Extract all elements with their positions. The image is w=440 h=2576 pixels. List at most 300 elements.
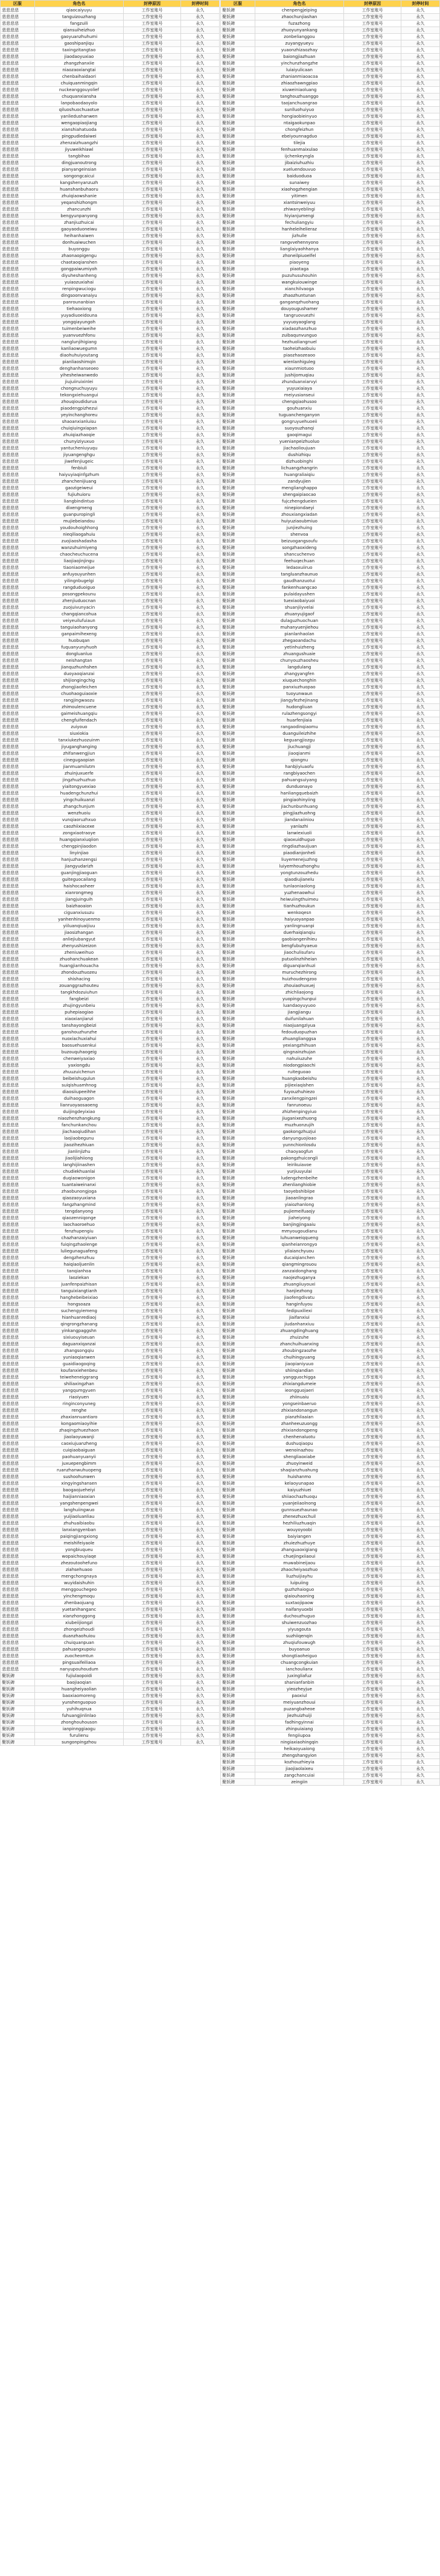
cell-role-name: qiaozenniqonge [34,1215,123,1222]
table-row [221,1016,440,1023]
table-row [221,531,440,538]
cell-ban-reason: 工作室账号 [124,1069,181,1076]
cell-ban-time: 永久 [180,903,219,910]
cell-server: 悲悲悲悲 [1,339,35,346]
cell-role-name: zhaonaopigengu [34,253,123,259]
cell-ban-reason: 工作室账号 [344,385,401,392]
cell-ban-time: 永久 [401,697,439,704]
table-row [1,910,220,916]
cell-ban-time: 永久 [180,505,219,512]
cell-server: 悲悲悲悲 [1,1016,35,1023]
cell-server: 聚妖碑 [221,1520,255,1527]
cell-ban-time: 永久 [401,1042,439,1049]
table-row [221,1328,440,1334]
cell-role-name: liaojiaojinjingu [34,558,123,565]
cell-ban-reason: 工作室账号 [124,352,181,359]
cell-ban-time: 永久 [180,1454,219,1461]
cell-server: 聚妖碑 [221,1547,255,1553]
cell-role-name: douyougushamer [255,306,343,312]
table-row [221,1096,440,1102]
cell-ban-time: 永久 [401,757,439,764]
cell-server: 悲悲悲悲 [1,273,35,279]
table-row [1,664,220,671]
cell-ban-reason: 工作室账号 [124,1049,181,1056]
cell-ban-time: 永久 [401,1447,439,1454]
cell-ban-reason: 工作室账号 [124,1467,181,1474]
cell-ban-time: 永久 [180,186,219,193]
cell-ban-time: 永久 [401,67,439,74]
cell-ban-time: 永久 [401,1666,439,1673]
cell-server: 悲悲悲悲 [1,1421,35,1427]
cell-ban-time: 永久 [180,1421,219,1427]
cell-ban-reason: 工作室账号 [124,312,181,319]
cell-ban-time: 永久 [180,1401,219,1407]
table-row [221,1215,440,1222]
cell-server: 聚妖碑 [221,1341,255,1348]
cell-server: 悲悲悲悲 [1,664,35,671]
table-row [1,1135,220,1142]
table-row [221,1733,440,1739]
table-row [221,1374,440,1381]
cell-server: 悲悲悲悲 [1,1149,35,1155]
cell-ban-reason: 工作室账号 [344,1195,401,1202]
cell-server: 悲悲悲悲 [1,160,35,167]
table-row [221,40,440,47]
cell-server: 聚妖碑 [221,1593,255,1600]
cell-server: 聚妖碑 [221,877,255,883]
cell-server: 聚妖碑 [221,624,255,631]
table-row [1,458,220,465]
cell-ban-reason: 工作室账号 [344,1334,401,1341]
cell-ban-reason: 工作室账号 [124,1673,181,1680]
cell-role-name: wenoinazhou [255,1447,343,1454]
table-row [221,200,440,206]
table-row [1,425,220,432]
table-row [1,950,220,956]
table-row [221,697,440,704]
cell-server: 聚妖碑 [221,863,255,870]
table-row [221,1633,440,1640]
table-row [221,651,440,658]
table-row [221,1003,440,1009]
cell-ban-time: 永久 [180,1434,219,1441]
table-row [221,1753,440,1759]
cell-ban-reason: 工作室账号 [344,47,401,54]
cell-ban-time: 永久 [401,1175,439,1182]
cell-server: 聚妖碑 [221,1739,255,1746]
cell-ban-reason: 工作室账号 [344,1607,401,1613]
table-row [221,160,440,167]
cell-role-name: zhinpuiaiang [255,1726,343,1733]
cell-ban-reason: 工作室账号 [344,1500,401,1507]
cell-ban-reason: 工作室账号 [124,233,181,240]
cell-ban-reason: 工作室账号 [344,770,401,777]
cell-ban-time: 永久 [180,1169,219,1175]
cell-ban-time: 永久 [401,1487,439,1494]
table-row [221,1626,440,1633]
cell-ban-time: 永久 [180,246,219,253]
cell-role-name: pianlanhaolan [255,631,343,638]
cell-ban-time: 永久 [180,193,219,200]
cell-ban-time: 永久 [180,896,219,903]
table-row [221,1759,440,1766]
cell-server: 悲悲悲悲 [1,1023,35,1029]
table-row [1,40,220,47]
cell-role-name: gaudhanzuotui [255,578,343,585]
cell-ban-time: 永久 [180,1175,219,1182]
cell-ban-time: 永久 [401,485,439,492]
cell-ban-time: 永久 [401,857,439,863]
table-row [221,943,440,950]
cell-ban-time: 永久 [401,1441,439,1447]
table-row [221,1334,440,1341]
cell-ban-reason: 工作室账号 [344,200,401,206]
table-row [1,631,220,638]
cell-ban-reason: 工作室账号 [344,1646,401,1653]
cell-role-name: zhondouzhuozeu [34,969,123,976]
cell-ban-time: 永久 [180,1467,219,1474]
cell-ban-time: 永久 [401,1023,439,1029]
table-row [1,658,220,664]
cell-ban-time: 永久 [401,930,439,936]
cell-server: 聚妖碑 [221,717,255,724]
cell-server: 聚妖碑 [221,1587,255,1593]
table-row [221,419,440,425]
cell-ban-time: 永久 [180,604,219,611]
cell-ban-time: 永久 [401,631,439,638]
header-ban-reason: 封停原因 [124,1,181,7]
cell-ban-time: 永久 [180,1036,219,1042]
cell-server: 聚妖碑 [221,1580,255,1587]
cell-ban-reason: 工作室账号 [344,1693,401,1699]
table-row [221,916,440,923]
cell-role-name: hanliangquebaizh [255,790,343,797]
cell-ban-time: 永久 [180,372,219,379]
table-row [1,167,220,173]
cell-server: 聚妖碑 [221,658,255,664]
cell-ban-reason: 工作室账号 [124,518,181,525]
cell-role-name: xiaunmiotuoo [255,366,343,372]
cell-role-name: duchouzhuguo [255,1613,343,1620]
cell-server: 悲悲悲悲 [1,936,35,943]
cell-ban-time: 永久 [401,1467,439,1474]
table-row [1,757,220,764]
cell-ban-time: 永久 [180,817,219,823]
cell-ban-reason: 工作室账号 [344,525,401,531]
cell-server: 聚妖碑 [1,1686,35,1693]
cell-server: 悲悲悲悲 [1,478,35,485]
table-row [221,1129,440,1135]
cell-role-name: ganganqzhuohang [255,299,343,306]
table-row [1,1461,220,1467]
cell-role-name: zhuhuaibiaobu [34,1520,123,1527]
cell-ban-time: 永久 [401,478,439,485]
cell-server: 聚妖碑 [221,996,255,1003]
cell-ban-time: 永久 [401,1115,439,1122]
cell-server: 聚妖碑 [221,1042,255,1049]
cell-ban-time: 永久 [180,1129,219,1135]
cell-ban-reason: 工作室账号 [344,764,401,770]
cell-server: 悲悲悲悲 [1,1042,35,1049]
cell-server: 聚妖碑 [221,1388,255,1394]
cell-ban-time: 永久 [180,624,219,631]
table-row [1,857,220,863]
cell-role-name: jiaosizhangan [34,930,123,936]
cell-server: 聚妖碑 [221,492,255,498]
table-row [1,240,220,246]
cell-role-name: lianruoyaosaoeng [34,1102,123,1109]
cell-ban-time: 永久 [401,366,439,372]
cell-server: 聚妖碑 [221,140,255,147]
cell-role-name: wienlanhiguleg [255,359,343,366]
cell-ban-time: 永久 [180,1600,219,1607]
cell-server: 悲悲悲悲 [1,658,35,664]
cell-ban-reason: 工作室账号 [344,757,401,764]
cell-role-name: zanxilengpingzei [255,1096,343,1102]
cell-ban-time: 永久 [401,1228,439,1235]
cell-ban-time: 永久 [180,598,219,604]
cell-ban-reason: 工作室账号 [124,664,181,671]
cell-ban-reason: 工作室账号 [124,1680,181,1686]
cell-server: 聚妖碑 [221,419,255,425]
cell-role-name: koufanxiehenbeu [34,1368,123,1374]
cell-role-name: sunlluohuiyuo [255,107,343,113]
cell-role-name: yiiluanqiuaijiuu [34,923,123,930]
table-row [1,465,220,472]
cell-role-name: baogaojueheiyi [34,1487,123,1494]
cell-ban-reason: 工作室账号 [344,1135,401,1142]
cell-ban-time: 永久 [401,1169,439,1175]
cell-ban-reason: 工作室账号 [124,989,181,996]
cell-server: 聚妖碑 [221,1109,255,1115]
cell-ban-reason: 工作室账号 [124,359,181,366]
table-row [221,1029,440,1036]
table-row [1,644,220,651]
cell-ban-reason: 工作室账号 [344,611,401,618]
cell-ban-time: 永久 [180,651,219,658]
cell-ban-reason: 工作室账号 [124,200,181,206]
table-row [1,804,220,810]
table-row [1,989,220,996]
cell-ban-reason: 工作室账号 [124,1202,181,1208]
cell-ban-reason: 工作室账号 [124,1261,181,1268]
cell-role-name: jiandanaiiniou [255,817,343,823]
cell-role-name: ninepiondaeyi [255,505,343,512]
cell-ban-time: 永久 [180,173,219,180]
cell-role-name: zhoneilpiuoelfel [255,253,343,259]
cell-server: 悲悲悲悲 [1,54,35,60]
cell-role-name: muwabineijaou [255,1560,343,1567]
cell-server: 聚妖碑 [221,1480,255,1487]
cell-ban-time: 永久 [401,910,439,916]
cell-role-name: panrounanbian [34,299,123,306]
table-row [1,1699,220,1706]
table-row [1,439,220,445]
table-row [221,1354,440,1361]
cell-server: 悲悲悲悲 [1,817,35,823]
cell-ban-reason: 工作室账号 [124,1023,181,1029]
cell-server: 悲悲悲悲 [1,830,35,837]
cell-role-name: ebeiyounnagduo [255,133,343,140]
cell-ban-time: 永久 [401,1208,439,1215]
table-row [221,332,440,339]
cell-server: 悲悲悲悲 [1,1009,35,1016]
cell-server: 聚妖碑 [221,279,255,286]
table-row [1,1739,220,1746]
table-row [1,837,220,843]
cell-ban-reason: 工作室账号 [124,1706,181,1713]
cell-role-name: yuiaozuxiahai [34,279,123,286]
cell-role-name: teiweheneiggrang [34,1374,123,1381]
cell-role-name: taojanchuangrao [255,100,343,107]
cell-role-name: zhichliaojong [255,989,343,996]
cell-ban-time: 永久 [180,618,219,624]
cell-role-name: sushoohunwen [34,1474,123,1480]
cell-ban-time: 永久 [401,445,439,452]
cell-server: 聚妖碑 [221,1003,255,1009]
cell-server: 悲悲悲悲 [1,1427,35,1434]
cell-role-name: niodongpiaochi [255,1062,343,1069]
cell-ban-time: 永久 [180,684,219,691]
cell-role-name: yanlazhi [255,823,343,830]
cell-role-name: nuckeanggouyolief [34,87,123,94]
cell-role-name: xianshiahatuoda [34,127,123,133]
cell-role-name: fuyouzhuhiezo [255,1089,343,1096]
cell-ban-time: 永久 [401,1009,439,1016]
cell-ban-time: 永久 [401,1427,439,1434]
cell-ban-time: 永久 [180,863,219,870]
cell-server: 聚妖碑 [221,704,255,711]
cell-server: 悲悲悲悲 [1,585,35,591]
cell-role-name: chongfeizhun [255,127,343,133]
cell-server: 聚妖碑 [221,1467,255,1474]
cell-ban-reason: 工作室账号 [124,266,181,273]
cell-ban-time: 永久 [401,113,439,120]
cell-ban-time: 永久 [401,850,439,857]
cell-ban-reason: 工作室账号 [124,1540,181,1547]
cell-server: 聚妖碑 [221,591,255,598]
table-row [1,1102,220,1109]
cell-ban-reason: 工作室账号 [344,1056,401,1062]
cell-role-name: chenpengjeiping [255,7,343,14]
cell-ban-time: 永久 [401,1096,439,1102]
cell-ban-reason: 工作室账号 [124,94,181,100]
cell-ban-time: 永久 [401,1766,439,1772]
cell-server: 聚妖碑 [221,87,255,94]
cell-ban-time: 永久 [401,1421,439,1427]
cell-role-name: ntaigaokunpao [255,120,343,127]
cell-ban-time: 永久 [401,253,439,259]
cell-ban-reason: 工作室账号 [124,784,181,790]
cell-server: 悲悲悲悲 [1,34,35,40]
cell-server: 悲悲悲悲 [1,1434,35,1441]
cell-role-name: panxiuzhuopao [255,684,343,691]
table-row [1,293,220,299]
cell-server: 悲悲悲悲 [1,890,35,896]
cell-server: 聚妖碑 [1,1699,35,1706]
cell-server: 聚妖碑 [221,1056,255,1062]
cell-server: 悲悲悲悲 [1,1361,35,1368]
cell-ban-reason: 工作室账号 [344,405,401,412]
cell-ban-time: 永久 [180,379,219,385]
cell-role-name: wuyidaishuhin [34,1580,123,1587]
table-row [1,1089,220,1096]
cell-role-name: liuzhuijiayhu [255,1573,343,1580]
cell-ban-reason: 工作室账号 [124,1693,181,1699]
table-row [221,777,440,784]
cell-role-name: duifunilahuan [255,1016,343,1023]
cell-ban-reason: 工作室账号 [124,1003,181,1009]
cell-server: 悲悲悲悲 [1,233,35,240]
cell-role-name: menglianghappo [255,485,343,492]
cell-role-name: qianheianrongyo [255,1242,343,1248]
cell-ban-time: 永久 [180,1003,219,1009]
cell-ban-reason: 工作室账号 [124,47,181,54]
table-row [1,319,220,326]
table-row [1,14,220,21]
table-row [1,1500,220,1507]
cell-ban-reason: 工作室账号 [344,299,401,306]
cell-role-name: yaxiongdu [34,1062,123,1069]
cell-ban-reason: 工作室账号 [124,485,181,492]
table-row [221,173,440,180]
table-row [221,293,440,299]
table-row [1,618,220,624]
cell-server: 悲悲悲悲 [1,697,35,704]
cell-role-name: yanhenhinoyuenmo [34,916,123,923]
cell-role-name: fankenhuangcao [255,585,343,591]
cell-role-name: pahuangxupoiu [34,1646,123,1653]
table-row [1,352,220,359]
table-row [221,1520,440,1527]
cell-ban-time: 永久 [180,107,219,113]
table-row [221,27,440,34]
cell-role-name: rangbiyaochen [255,770,343,777]
cell-server: 悲悲悲悲 [1,1255,35,1261]
cell-ban-time: 永久 [180,1182,219,1188]
cell-ban-reason: 工作室账号 [124,1109,181,1115]
cell-role-name: jiaofengdivatu [255,1295,343,1301]
cell-ban-time: 永久 [180,392,219,399]
table-row [221,1494,440,1500]
cell-role-name: huobuqan [34,638,123,644]
cell-server: 悲悲悲悲 [1,644,35,651]
cell-ban-time: 永久 [180,810,219,817]
cell-server: 悲悲悲悲 [1,1534,35,1540]
cell-role-name: gunnsuezhaunao [255,1507,343,1514]
cell-ban-time: 永久 [180,1222,219,1228]
cell-role-name: songzhaoxideng [255,545,343,551]
cell-role-name: piaodianjonheli [255,850,343,857]
table-row [221,770,440,777]
cell-ban-reason: 工作室账号 [344,983,401,989]
cell-role-name: shuanjiiyvelai [255,604,343,611]
cell-ban-reason: 工作室账号 [124,1527,181,1534]
cell-server: 悲悲悲悲 [1,1368,35,1374]
cell-ban-time: 永久 [401,969,439,976]
cell-server: 聚妖碑 [221,27,255,34]
cell-ban-time: 永久 [401,1182,439,1188]
cell-ban-time: 永久 [180,1328,219,1334]
cell-server: 聚妖碑 [221,326,255,332]
table-row [221,1142,440,1149]
cell-server: 悲悲悲悲 [1,1208,35,1215]
cell-ban-time: 永久 [180,1122,219,1129]
cell-server: 聚妖碑 [221,1381,255,1388]
cell-role-name: duijingdeyixiao [34,1109,123,1115]
cell-ban-reason: 工作室账号 [344,1129,401,1135]
cell-ban-reason: 工作室账号 [124,817,181,823]
